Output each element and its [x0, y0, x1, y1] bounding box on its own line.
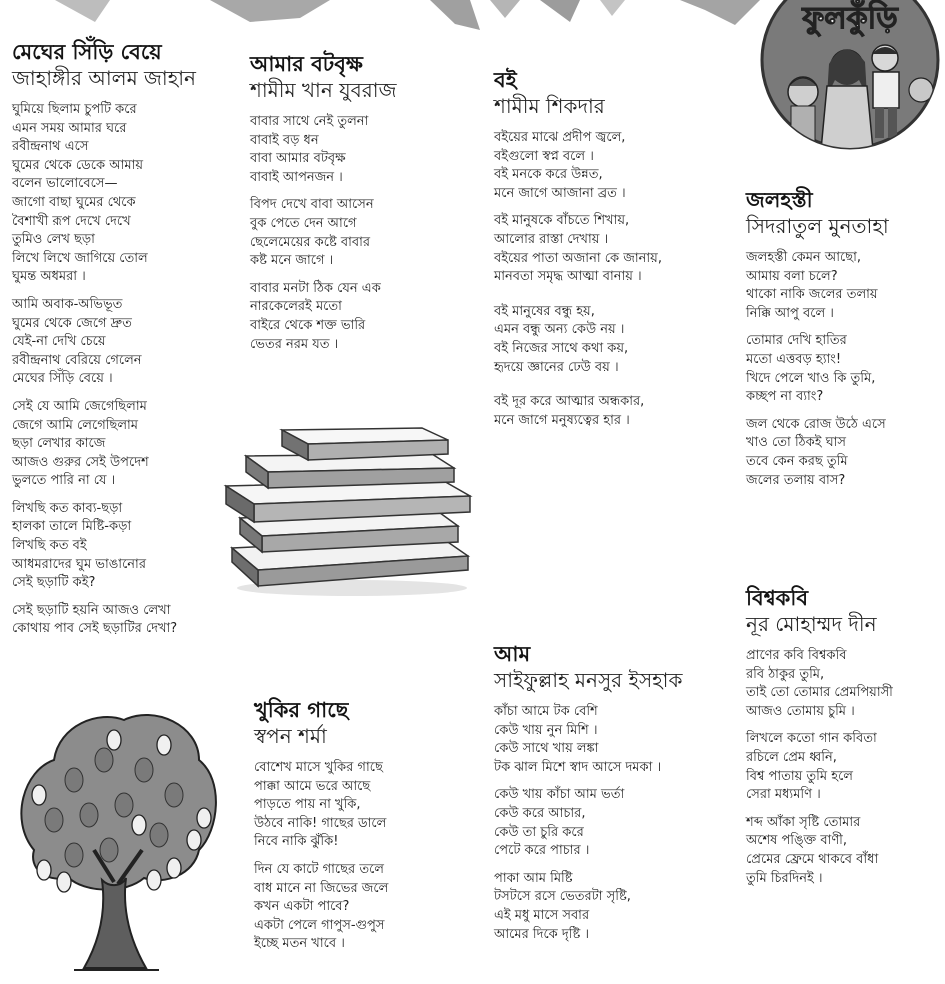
poem-aam	[494, 642, 682, 953]
poem-line: তুমিও লেখ ছড়া	[12, 232, 95, 248]
poem-line: যেই-না দেখি চেয়ে	[12, 334, 106, 350]
poem-line: কষ্ট মনে জাগে ।	[250, 253, 334, 269]
poem-line: পাক্কা আমে ভরে আছে	[254, 778, 371, 794]
poem-stanza	[250, 196, 397, 270]
poem-line: বই মানুষকে বাঁচতে শিখায়,	[494, 213, 630, 229]
poem-line: ভেতর নরম যত ।	[250, 336, 339, 352]
poem-line: ঘুমের থেকে জেগে দ্রুত	[12, 315, 132, 331]
poem-line: সেই ছড়াটি কই?	[12, 575, 96, 591]
poem-stanza	[12, 101, 196, 287]
poem-author: শামীম শিকদার	[494, 94, 605, 118]
poem-author: নূর মোহাম্মদ দীন	[746, 612, 877, 636]
poem-line: ছেলেমেয়ের কষ্টে বাবার	[250, 234, 371, 250]
poem-line: তাই তো তোমার প্রেমপিয়াসী	[746, 685, 893, 701]
poem-line: বাবার সাথে নেই তুলনা	[250, 114, 369, 129]
poem-line: জেগে আমি লেগেছিলাম	[12, 417, 138, 433]
poem-line: বৈশাখী রূপ দেখে দেখে	[12, 213, 131, 229]
poem-line: বাধ মানে না জিভের জলে	[254, 880, 389, 896]
poem-line: খিদে পেলে খাও কি তুমি,	[746, 370, 876, 386]
poem-stanza	[494, 303, 662, 377]
poem-line: রবীন্দ্রনাথ এসে	[12, 139, 89, 155]
poem-stanza	[12, 398, 196, 491]
poem-line: নারকেলেরই মতো	[250, 299, 342, 315]
poem-line: হালকা তালে মিষ্টি-কড়া	[12, 519, 132, 535]
poem-line: বই মনকে করে উন্নত,	[494, 167, 603, 183]
poem-line: জলের তলায় বাস?	[746, 472, 846, 488]
poem-line: ভুলতে পারি না যে ।	[12, 473, 116, 489]
poem-line: শব্দ আঁকা সৃষ্টি তোমার	[746, 814, 861, 830]
poem-amar-botbrikkho	[250, 52, 397, 363]
poem-author: সাইফুল্লাহ মনসুর ইসহাক	[494, 668, 683, 692]
poem-line: লিখে লিখে জাগিয়ে তোল	[12, 250, 148, 266]
poem-jolhosti	[746, 188, 889, 499]
poem-line: প্রেমের ফ্রেমে থাকবে বাঁধা	[746, 851, 879, 867]
poem-line: রবীন্দ্রনাথ বেরিয়ে গেলেন	[12, 352, 142, 368]
poem-line: লিখছি কত বই	[12, 538, 87, 554]
poem-line: আমায় বলা চলে?	[746, 268, 838, 284]
poem-line: মনে জাগে আজানা ব্রত ।	[494, 185, 626, 201]
poem-line: একটা পেলে গাপুস-গুপুস	[254, 917, 385, 933]
poem-line: মতো এত্তবড় হ্যাং!	[746, 351, 842, 367]
poem-stanza	[494, 703, 682, 777]
poem-line: কচ্ছপ না ব্যাং?	[746, 389, 824, 405]
poem-line: বাবার মনটা ঠিক যেন এক	[250, 280, 381, 296]
poem-line: রবি ঠাকুর তুমি,	[746, 666, 825, 682]
poem-line: ঘুমিয়ে ছিলাম চুপটি করে	[12, 102, 137, 117]
poem-line: বই দূর করে আত্মার অন্ধকার,	[494, 394, 645, 410]
poem-line: আলোর রাস্তা দেখায় ।	[494, 231, 609, 247]
poem-line: অশেষ পঙ্ক্তি বাণী,	[746, 833, 848, 849]
poem-line: বাবাই বড় ধন	[250, 132, 319, 148]
poem-line: বিপদ দেখে বাবা আসেন	[250, 197, 374, 213]
poem-boi	[494, 68, 662, 439]
poem-line: প্রাণের কবি বিশ্বকবি	[746, 648, 847, 663]
poem-line: আমি অবাক-অভিভূত	[12, 296, 123, 312]
poem-line: জাগো বাছা ঘুমের থেকে	[12, 194, 136, 210]
poem-title: বিশ্বকবি	[746, 586, 809, 610]
poem-line: বলেন ভালোবেসে—	[12, 176, 118, 192]
poem-line: বাবাই আপনজন ।	[250, 169, 343, 185]
poem-khukir-gachhe	[254, 698, 388, 963]
poem-line: এই মধু মাসে সবার	[494, 907, 590, 923]
poem-line: বোশেখ মাসে খুকির গাছে	[254, 760, 383, 775]
poem-line: রচিলে প্রেম ধ্বনি,	[746, 749, 837, 765]
poem-line: আধমরাদের ঘুম ভাঙানোর	[12, 556, 146, 572]
poem-line: জল থেকে রোজ উঠে এসে	[746, 416, 886, 432]
poem-line: কেউ সাথে খায় লঙ্কা	[494, 741, 599, 757]
poem-line: কখন একটা পাবে?	[254, 899, 350, 915]
poem-line: বাইরে থেকে শক্ত ভারি	[250, 317, 366, 333]
poem-stanza	[254, 759, 388, 852]
poem-line: টক ঝাল মিশে স্বাদ আসে দমকা ।	[494, 759, 662, 775]
magazine-logo-emblem	[755, 0, 945, 150]
poem-line: ছড়া লেখার কাজে	[12, 436, 106, 452]
poem-stanza	[12, 602, 196, 639]
poem-stanza	[494, 393, 662, 430]
poem-line: মানবতা সমৃদ্ধ আত্মা বানায় ।	[494, 269, 642, 285]
poem-line: কেউ খায় নুন মিশি ।	[494, 722, 598, 738]
poem-stanza	[12, 500, 196, 593]
poem-line: বইয়ের পাতা অজানা কে জানায়,	[494, 250, 662, 266]
poem-line: তোমার দেখি হাতির	[746, 333, 847, 349]
poem-line: পেটে করে পাচার ।	[494, 843, 590, 859]
poem-line: জলহস্তী কেমন আছো,	[746, 250, 861, 265]
poem-line: সেই ছড়াটি হয়নি আজও লেখা	[12, 602, 171, 618]
poem-author: জাহাঙ্গীর আলম জাহান	[12, 66, 196, 90]
logo-title: ফুলকুঁড়ি	[802, 1, 898, 36]
poem-line: বইগুলো স্বপ্ন বলে ।	[494, 148, 594, 164]
poem-line: আজও গুরুর সেই উপদেশ	[12, 454, 149, 470]
poem-stanza	[494, 212, 662, 286]
poem-author: স্বপন শর্মা	[254, 724, 327, 748]
poem-stanza	[254, 861, 388, 954]
poem-line: ঘুমন্ত অধমরা ।	[12, 269, 86, 285]
poem-line: এমন সময় আমার ঘরে	[12, 120, 127, 136]
poem-stanza	[746, 332, 889, 406]
poem-title: বই	[494, 68, 517, 92]
poem-line: নিবে নাকি ঝুঁকি!	[254, 834, 339, 850]
poem-line: পাকা আম মিষ্টি	[494, 870, 573, 886]
poem-line: বাবা আমার বটবৃক্ষ	[250, 151, 346, 167]
poem-line: লিখছি কত কাব্য-ছড়া	[12, 500, 123, 516]
poem-line: এমন বন্ধু অন্য কেউ নয় ।	[494, 322, 625, 338]
poem-author: শামীম খান যুবরাজ	[250, 78, 397, 102]
poem-stanza	[746, 647, 893, 721]
mango-tree-illustration	[14, 700, 219, 980]
poem-line: বইয়ের মাঝে প্রদীপ জ্বলে,	[494, 130, 626, 145]
poem-stanza	[250, 280, 397, 354]
poem-stanza	[746, 416, 889, 490]
poem-line: আমের দিকে দৃষ্টি ।	[494, 926, 590, 942]
poem-title: খুকির গাছে	[254, 698, 349, 722]
poem-line: হৃদয়ে জ্ঞানের ঢেউ বয় ।	[494, 359, 619, 375]
poem-line: বিশ্ব পাতায় তুমি হলে	[746, 768, 853, 784]
poem-line: ইচ্ছে মতন খাবে ।	[254, 936, 345, 952]
poem-line: সেরা মধ্যমণি ।	[746, 787, 821, 803]
poem-stanza	[494, 129, 662, 203]
poem-title: আম	[494, 642, 531, 666]
poem-stanza	[746, 249, 889, 323]
poem-line: তুমি চিরদিনই ।	[746, 870, 823, 886]
poem-line: পাড়তে পায় না খুকি,	[254, 797, 361, 813]
poem-line: থাকো নাকি জলের তলায়	[746, 287, 878, 303]
poem-line: বই মানুষের বন্ধু হয়,	[494, 303, 595, 319]
poem-title: মেঘের সিঁড়ি বেয়ে	[12, 40, 162, 64]
poem-stanza	[494, 870, 682, 944]
poem-author: সিদরাতুল মুনতাহা	[746, 214, 889, 238]
poem-line: কোথায় পাব সেই ছড়াটির দেখা?	[12, 621, 178, 637]
poem-line: সেই যে আমি জেগেছিলাম	[12, 398, 147, 414]
poem-line: খাও তো ঠিকই ঘাস	[746, 435, 846, 451]
poem-line: কেউ তা চুরি করে	[494, 824, 584, 840]
poem-line: বই নিজের সাথে কথা কয়,	[494, 340, 629, 356]
poem-line: বুক পেতে দেন আগে	[250, 215, 357, 231]
poem-line: দিন যে কাটে গাছের তলে	[254, 861, 384, 877]
poem-stanza	[12, 296, 196, 389]
poem-title: জলহস্তী	[746, 188, 813, 212]
poem-line: ঘুমের থেকে ডেকে আমায়	[12, 157, 144, 173]
poem-line: নিক্কি আপু বলে ।	[746, 305, 834, 321]
poem-stanza	[746, 730, 893, 804]
poem-title: আমার বটবৃক্ষ	[250, 52, 363, 76]
poem-line: তবে কেন করছ তুমি	[746, 453, 848, 469]
poem-stanza	[746, 814, 893, 888]
poem-stanza	[494, 786, 682, 860]
poem-line: টসটসে রসে ভেতরটা সৃষ্টি,	[494, 889, 631, 905]
poem-line: লিখলে কতো গান কবিতা	[746, 731, 877, 747]
poem-megher-sinri	[12, 40, 196, 648]
poem-line: আজও তোমায় চুমি ।	[746, 703, 855, 719]
poem-line: মনে জাগে মনুষ্যত্বের হার ।	[494, 412, 630, 428]
stack-of-books-illustration	[222, 420, 482, 600]
poem-line: কাঁচা আমে টক বেশি	[494, 704, 598, 719]
poem-stanza	[250, 113, 397, 187]
poem-line: কেউ করে আচার,	[494, 805, 586, 821]
poem-line: কেউ খায় কাঁচা আম ভর্তা	[494, 787, 625, 803]
poem-bishwokobi	[746, 586, 893, 897]
poem-line: উঠবে নাকি! গাছের ডালে	[254, 815, 387, 831]
poem-line: মেঘের সিঁড়ি বেয়ে ।	[12, 371, 113, 387]
